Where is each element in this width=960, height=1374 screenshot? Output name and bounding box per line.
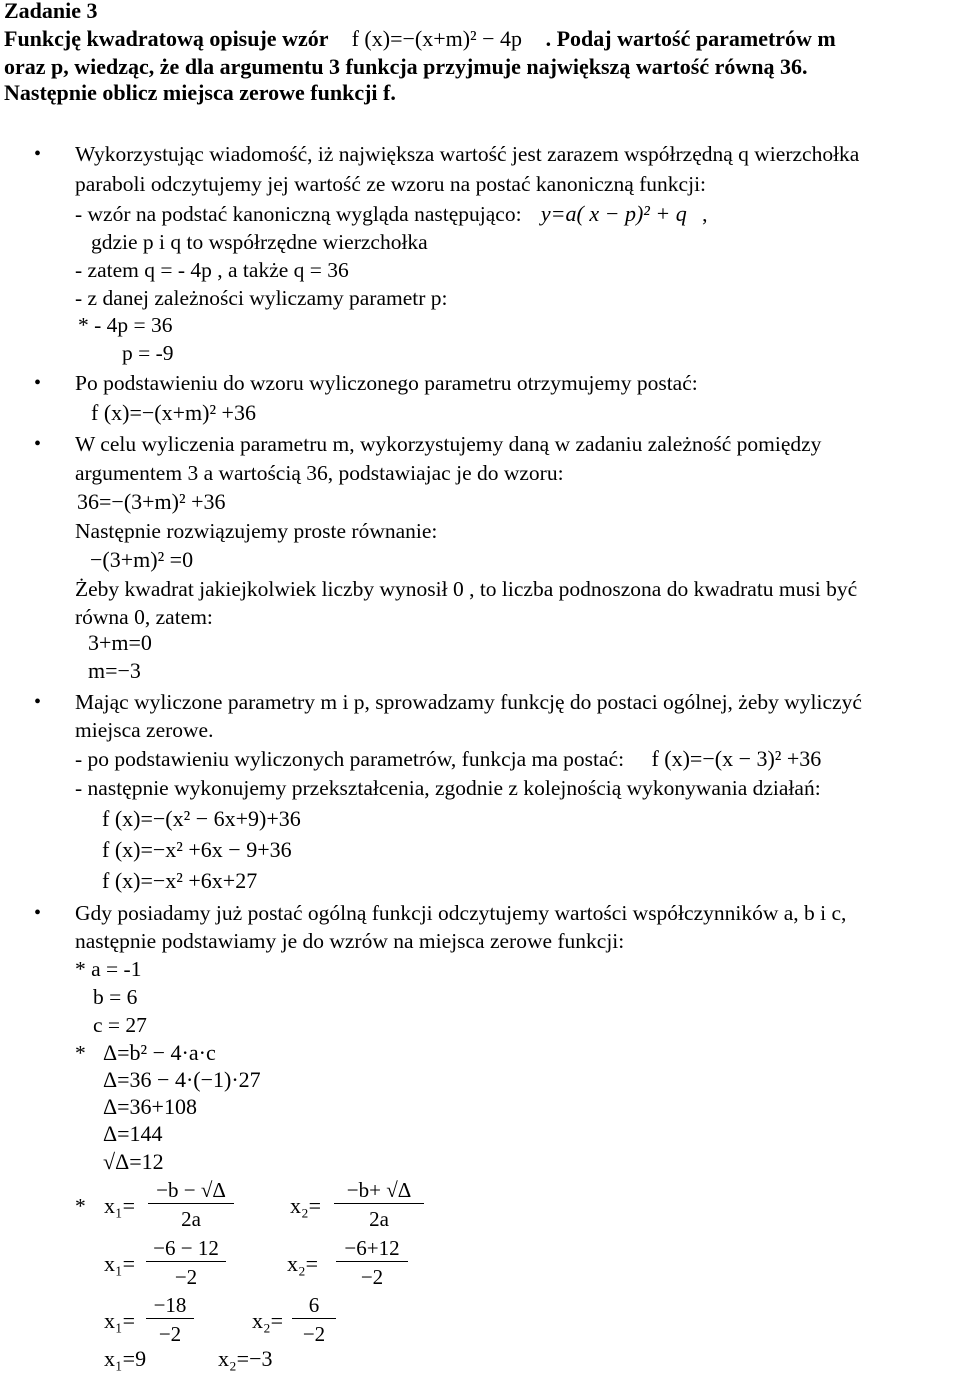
text-line: * - 4p = 36 (78, 313, 173, 337)
bullet-marker: • (34, 143, 42, 165)
text-line-part: , (702, 202, 708, 226)
formula-line: f (x)=−(x+m)² +36 (91, 400, 256, 425)
fraction-numerator: −6+12 (336, 1235, 408, 1262)
fraction-x1 (148, 1177, 234, 1232)
fraction-x2 (336, 1235, 408, 1290)
text-line: Gdy posiadamy już postać ogólną funkcji odczytujemy wartości współczynników a, b i c, (75, 901, 847, 925)
fraction-x2 (334, 1177, 424, 1232)
formula-line: f (x)=−x² +6x − 9+36 (102, 837, 292, 862)
formula-line: 36=−(3+m)² +36 (77, 489, 226, 514)
task-line-1-suffix: . Podaj wartość parametrów m (545, 26, 836, 51)
formula-line: f (x)=−(x² − 6x+9)+36 (102, 806, 301, 831)
text-line (75, 746, 821, 772)
task-heading: Zadanie 3 (4, 0, 98, 23)
text-line: gdzie p i q to współrzędne wierzchołka (91, 230, 428, 254)
task-line-2: oraz p, wiedząc, że dla argumentu 3 funkcja przyjmuje największą wartość równą 36. (4, 54, 808, 79)
bullet-marker: • (34, 433, 42, 455)
fraction-x2 (292, 1292, 336, 1347)
fraction-denominator: −2 (302, 1322, 326, 1346)
text-line: - z danej zależności wyliczamy parametr p: (75, 286, 448, 310)
text-line: miejsca zerowe. (75, 718, 214, 742)
formula-line: −(3+m)² =0 (90, 547, 194, 572)
bullet-marker: • (34, 691, 42, 713)
fraction-x1 (146, 1292, 194, 1347)
fraction-x1 (146, 1235, 226, 1290)
formula-line: 3+m=0 (88, 630, 152, 655)
text-line: c = 27 (93, 1013, 147, 1037)
fraction-denominator: −2 (174, 1265, 198, 1289)
text-line: Żeby kwadrat jakiejkolwiek liczby wynosił 0 , to liczba podnoszona do kwadratu musi być (75, 577, 858, 601)
text-line-part: - po podstawieniu wyliczonych parametrów, funkcja ma postać: (75, 747, 625, 771)
fraction-numerator: −18 (146, 1292, 194, 1319)
text-line-part: - wzór na podstać kanoniczną wygląda następująco: (75, 202, 522, 226)
text-line: * (75, 1041, 86, 1065)
text-line: b = 6 (93, 985, 138, 1009)
text-line: Następnie rozwiązujemy proste równanie: (75, 519, 438, 543)
bullet-marker: • (34, 902, 42, 924)
fraction-numerator: −6 − 12 (146, 1235, 226, 1262)
text-line (75, 201, 708, 227)
x2-label: x₂= (287, 1251, 319, 1276)
fraction-numerator: −b+ √Δ (334, 1177, 424, 1204)
text-line: Mając wyliczone parametry m i p, sprowadzamy funkcję do postaci ogólnej, żeby wyliczyć (75, 690, 862, 714)
x1-label: x₁= (104, 1193, 136, 1218)
fraction-denominator: −2 (158, 1322, 182, 1346)
formula-line: Δ=144 (103, 1121, 163, 1146)
formula-line: m=−3 (88, 658, 141, 683)
formula-line: √Δ=12 (103, 1149, 164, 1174)
result-x1: x₁=9 (104, 1346, 147, 1371)
text-line: paraboli odczytujemy jej wartość ze wzoru na postać kanoniczną funkcji: (75, 172, 707, 196)
text-line: - zatem q = - 4p , a także q = 36 (75, 258, 349, 282)
formula-line: f (x)=−x² +6x+27 (102, 868, 258, 893)
fraction-numerator: −b − √Δ (148, 1177, 234, 1204)
task-line-1 (4, 26, 836, 52)
fraction-denominator: 2a (369, 1207, 389, 1231)
formula-line: Δ=36+108 (103, 1094, 197, 1119)
text-line: następnie podstawiamy je do wzrów na miejsca zerowe funkcji: (75, 929, 625, 953)
x1-label: x₁= (104, 1251, 136, 1276)
formula-line: Δ=36 − 4·(−1)·27 (103, 1067, 261, 1092)
text-line: Po podstawieniu do wzoru wyliczonego parametru otrzymujemy postać: (75, 371, 698, 395)
task-line-3: Następnie oblicz miejsca zerowe funkcji f. (4, 80, 396, 105)
task-formula: f (x)=−(x+m)² − 4p (351, 26, 523, 51)
bullet-marker: • (34, 372, 42, 394)
text-line: * (75, 1194, 86, 1218)
text-line: W celu wyliczenia parametru m, wykorzystujemy daną w zadaniu zależność pomiędzy (75, 432, 822, 456)
canonical-formula: y=a( x − p)² + q (540, 201, 687, 226)
text-line: równa 0, zatem: (75, 605, 213, 629)
fraction-numerator: 6 (292, 1292, 336, 1319)
text-line: - następnie wykonujemy przekształcenia, zgodnie z kolejnością wykonywania działań: (75, 776, 821, 800)
fraction-denominator: −2 (360, 1265, 384, 1289)
x2-label: x₂= (252, 1308, 284, 1333)
result-x2: x₂=−3 (218, 1346, 273, 1371)
x1-label: x₁= (104, 1308, 136, 1333)
text-line: p = -9 (122, 341, 174, 365)
x2-label: x₂= (290, 1193, 322, 1218)
fraction-denominator: 2a (181, 1207, 201, 1231)
task-line-1-text: Funkcję kwadratową opisuje wzór (4, 26, 329, 51)
text-line: argumentem 3 a wartością 36, podstawiajac je do wzoru: (75, 461, 564, 485)
general-formula: f (x)=−(x − 3)² +36 (651, 746, 822, 771)
text-line: * a = -1 (75, 957, 142, 981)
text-line: Wykorzystując wiadomość, iż największa wartość jest zarazem współrzędną q wierzchołka (75, 142, 860, 166)
formula-line: Δ=b² − 4·a·c (103, 1040, 216, 1065)
